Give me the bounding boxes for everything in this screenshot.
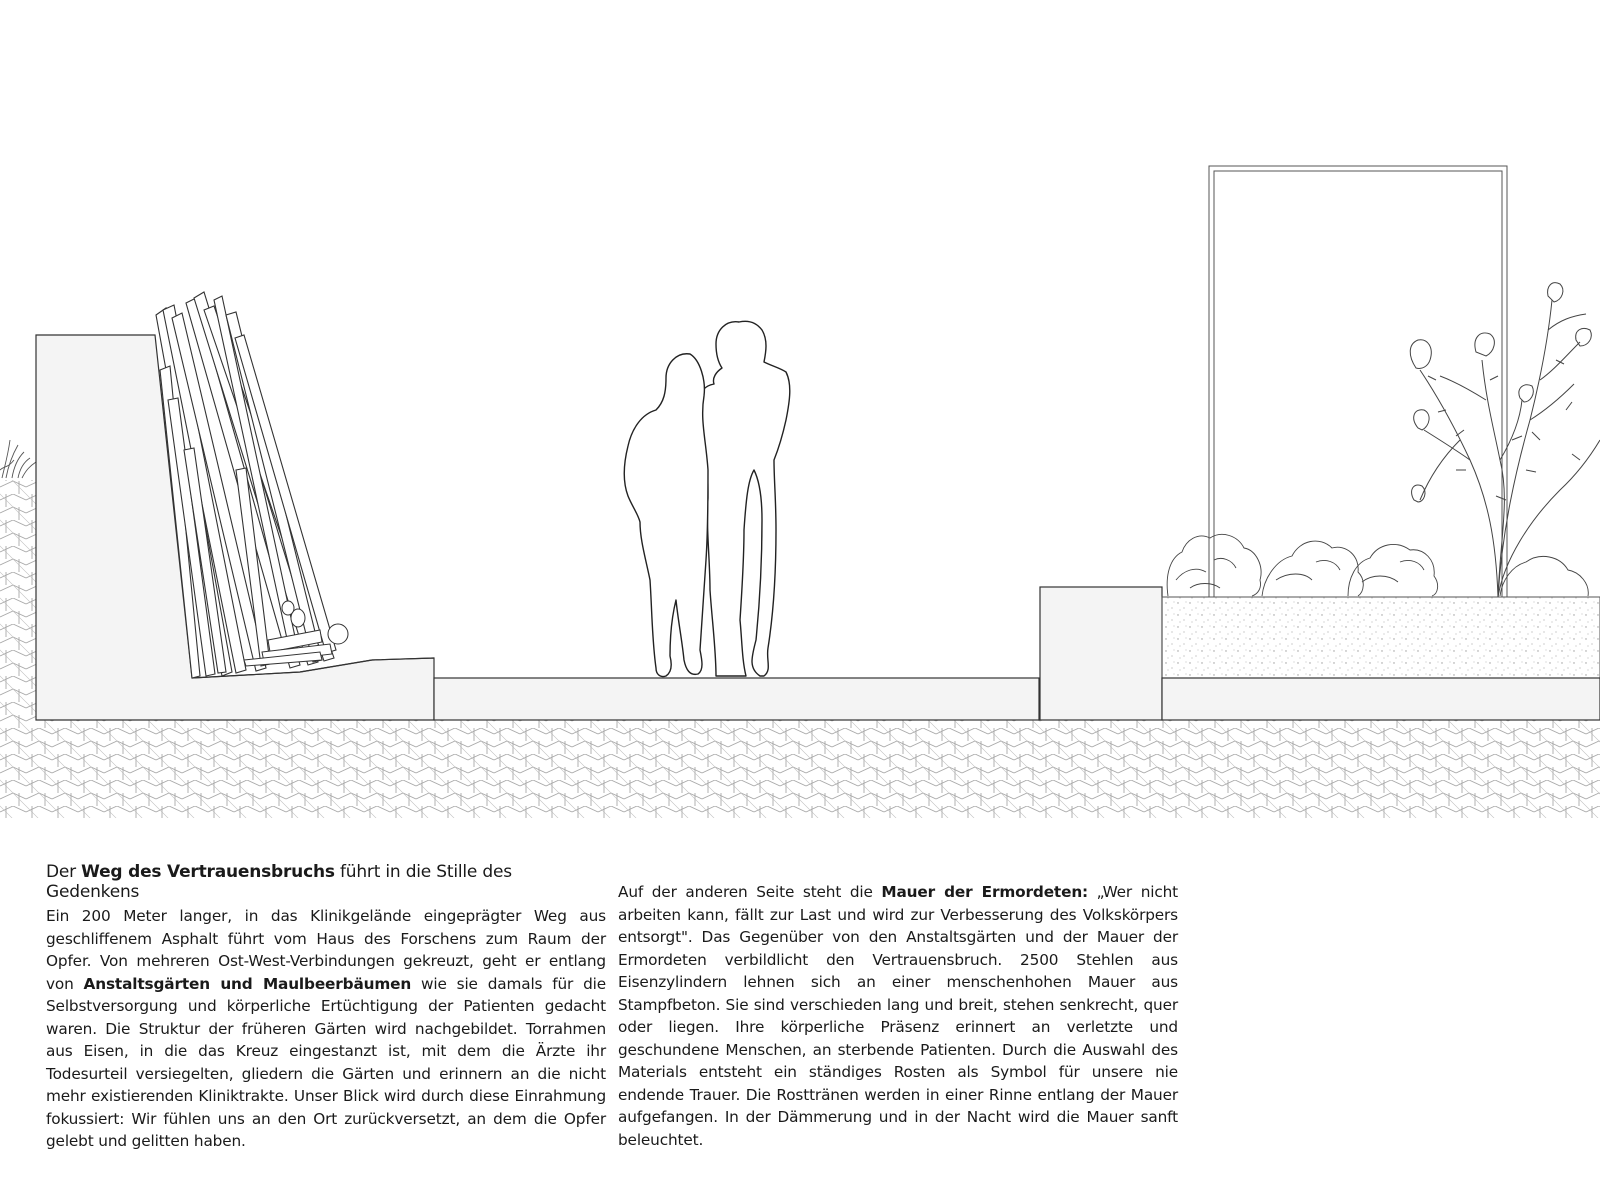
left-column-text (46, 905, 606, 1153)
caption-bold: Weg des Vertrauensbruchs (81, 862, 335, 882)
left-column-p2: wie sie damals für die Selbstversorgung und körperliche Ertüchtigung der Patienten gedacht waren. Die Struktur der früheren Gärten wird nachgebildet. Torrahmen aus Eisen, in die das Kreuz eingestanzt ist, mit dem die Ärzte ihr Todesurteil versiegelten, gliedern die Gärten und erinnern an die nicht mehr existierenden Kliniktrakte. Unser Blick wird durch diese Einrahmung fokussiert: Wir fühlen uns an den Ort zurückversetzt, an dem die Opfer gelebt und gelitten haben. (46, 974, 606, 1150)
section-caption (46, 862, 606, 902)
concrete-block (1040, 587, 1162, 720)
asphalt-path (434, 678, 1039, 720)
grass-tuft (0, 440, 36, 478)
couple-silhouette (624, 321, 790, 676)
right-column-p2: „Wer nicht arbeiten kann, fällt zur Last und wird zur Verbesserung des Volkskörpers entsorgt". Das Gegenüber von den Anstaltsgärten und der Mauer der Ermordeten verbildlicht den Vertrauensbruch. 2500 Stehlen aus Eisenzylindern lehnen sich an einer menschenhohen Mauer aus Stampfbeton. Sie sind verschieden lang und breit, stehen senkrecht, quer oder liegen. Ihre körperliche Präsenz erinnert an verletzte und geschundene Menschen, an sterbende Patienten. Durch die Auswahl des Materials entsteht ein ständiges Rosten als Symbol für unsere nie endende Trauer. Die Rosttränen werden in einer Rinne entlang der Mauer aufgefangen. In der Dämmerung und in der Nacht wird die Mauer sanft beleuchtet. (618, 883, 1178, 1149)
caption-pre: Der (46, 862, 82, 882)
right-column-p1: Auf der anderen Seite steht die (618, 883, 882, 901)
iron-gate-frame (1209, 166, 1507, 597)
garden-bed (1162, 597, 1600, 720)
rose-tree (1410, 283, 1600, 597)
right-column-text (618, 881, 1178, 1151)
right-column-bold: Mauer der Ermordeten: (881, 883, 1089, 901)
shrubs (1167, 534, 1588, 596)
left-column-p1: Ein 200 Meter langer, in das Klinikgelände eingeprägter Weg aus geschliffenem Asphalt führt vom Haus des Forschens zum Raum der Opfer. Von mehreren Ost-West-Verbindungen gekreuzt, geht er entlang von (46, 907, 606, 993)
caption-post: führt in die Stille des Gedenkens (46, 862, 512, 902)
left-column-bold: Anstaltsgärten und Maulbeerbäumen (83, 974, 412, 993)
